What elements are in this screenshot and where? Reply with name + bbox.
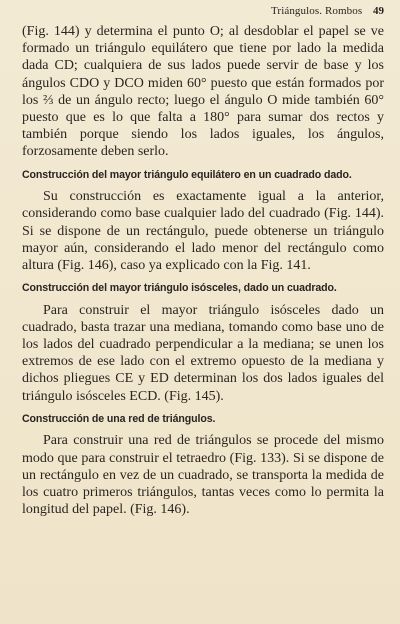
section-heading-triangle-net: Construcción de una red de triángulos. — [22, 412, 216, 425]
section-heading-equilateral: Construcción del mayor triángulo equilátero en un cuadrado dado. — [22, 168, 352, 181]
paragraph-triangle-net: Para construir una red de triángulos se procede del mismo modo que para construir el tetraedro (Fig. 133). Si se dispone de un rectángulo en vez de un cuadrado, se transporta la medida de los cuatro primeros triángulos, tantas veces como lo permita la longitud del papel. (Fig. 146). — [22, 433, 384, 518]
paragraph-continuation: (Fig. 144) y determina el punto O; al desdoblar el papel se ve formado un triángulo equilátero que tiene por lado la medida dada CD; cualquiera de sus lados puede servir de base y los ángulos CDO y DCO miden 60° puesto que están formados por los ⅔ de un ángulo recto; luego el ángulo O mide también 60° puesto que es lo que falta a 180° para sumar dos rectos y también porque siendo los lados iguales, los ángulos, forzosamente deben serlo. — [22, 24, 384, 160]
paragraph-equilateral: Su construcción es exactamente igual a la anterior, considerando como base cualquier lado del cuadrado (Fig. 144). Si se dispone de un rectángulo, puede obtenerse un triángulo mayor aún, considerando el lado menor del rectángulo como altura (Fig. 146), caso ya explicado con la Fig. 141. — [22, 189, 384, 273]
section-heading-isosceles: Construcción del mayor triángulo isósceles, dado un cuadrado. — [22, 282, 337, 295]
paragraph-isosceles: Para construir el mayor triángulo isósceles dado un cuadrado, basta trazar una mediana, tomando como base uno de los lados del cuadrado perpendicular a la mediana; se unen los extremos de ese lado con el extremo opuesto de la mediana y dichos pliegues CE y ED determinan los dos lados iguales del triángulo isósceles ECD. (Fig. 145). — [22, 302, 384, 404]
page-number: 49 — [373, 5, 384, 17]
running-head — [22, 4, 384, 18]
running-head-title: Triángulos. Rombos — [271, 5, 363, 17]
